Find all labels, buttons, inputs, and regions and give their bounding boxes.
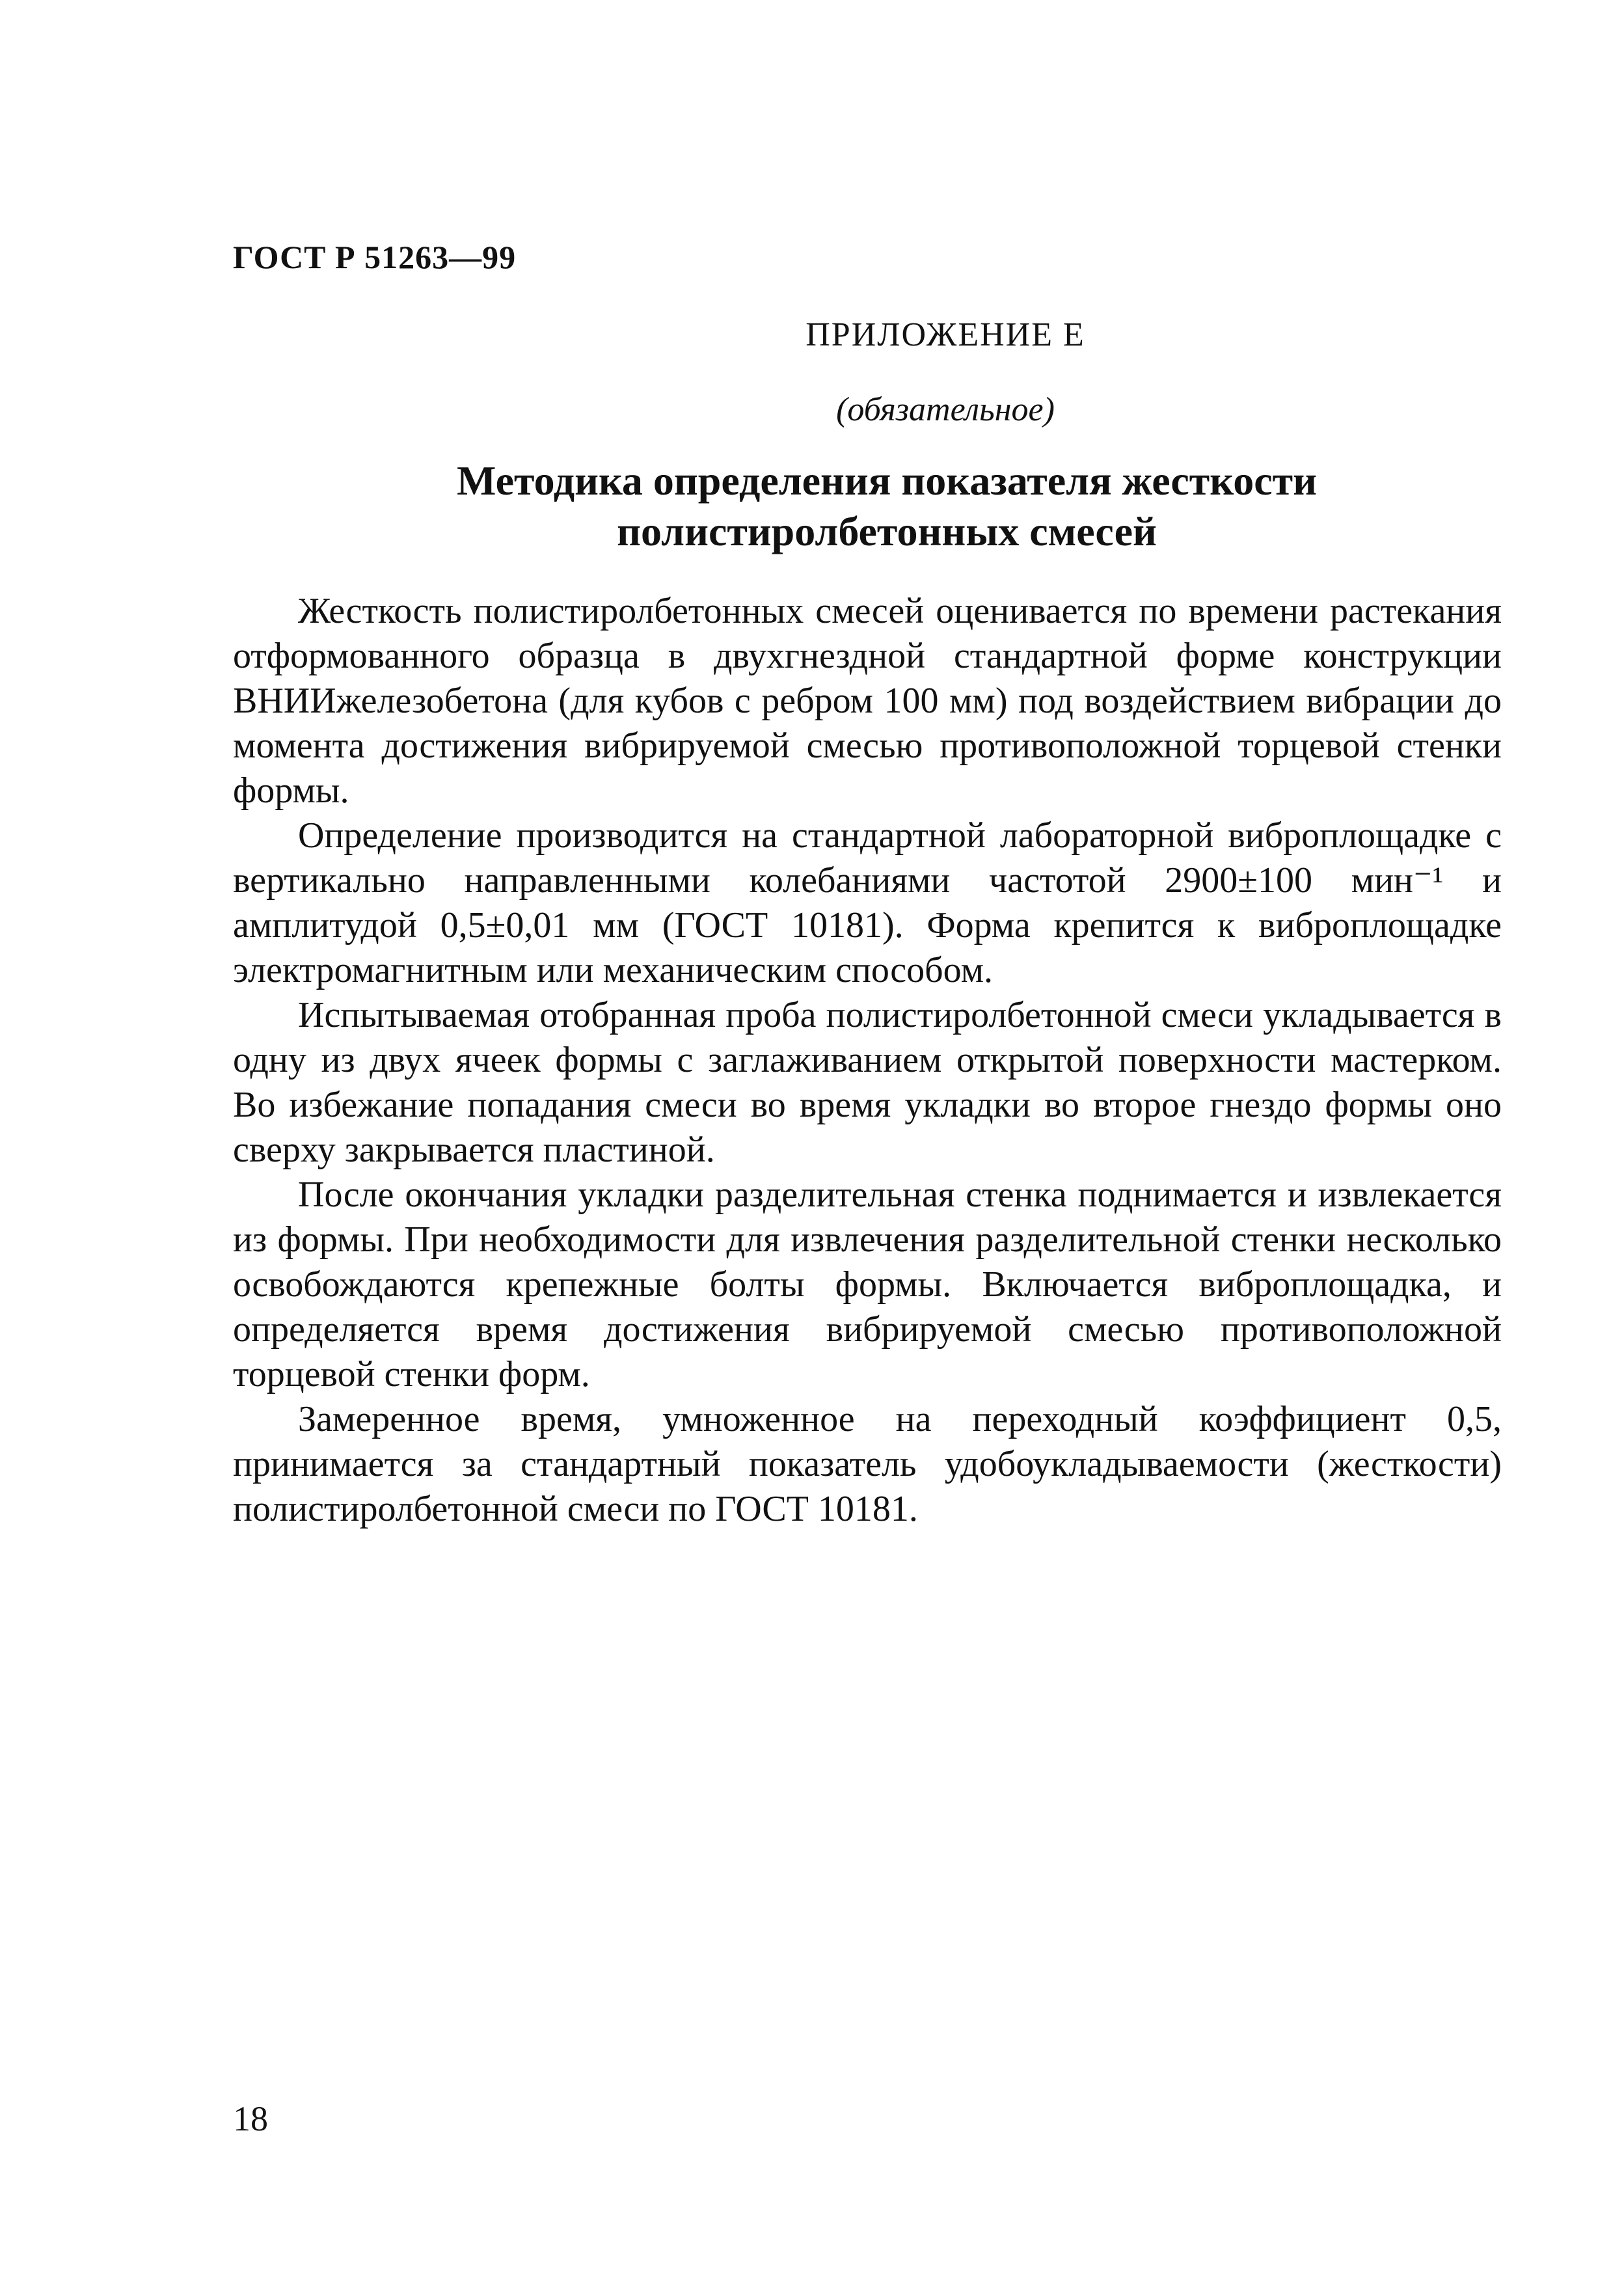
document-title-line-2: полистиролбетонных смесей	[617, 508, 1157, 554]
body-text	[233, 589, 1502, 1532]
document-title	[233, 455, 1502, 557]
page-number: 18	[233, 2099, 268, 2138]
paragraph: Испытываемая отобранная проба полистиролбетонной смеси укладывается в одну из двух ячеек формы с заглаживанием открытой поверхности мастерком. Во избежание попадания смеси во время укладки во второе гнездо формы оно сверху закрывается пластиной.	[233, 995, 1502, 1170]
appendix-status: (обязательное)	[836, 391, 1055, 428]
paragraph: Замеренное время, умноженное на переходный коэффициент 0,5, принимается за стандартный показатель удобоукладываемости (жесткости) полистиролбетонной смеси по ГОСТ 10181.	[233, 1399, 1502, 1529]
paragraph: После окончания укладки разделительная стенка поднимается и извлекается из формы. При необходимости для извлечения разделительной стенки несколько освобождаются крепежные болты формы. Включается виброплощадка, и определяется время достижения вибрируемой смесью противоположной торцевой стенки форм.	[233, 1175, 1502, 1394]
paragraph: Определение производится на стандартной лабораторной виброплощадке с вертикально направленными колебаниями частотой 2900±100 мин⁻¹ и амплитудой 0,5±0,01 мм (ГОСТ 10181). Форма крепится к виброплощадке электромагнитным или механическим способом.	[233, 815, 1502, 990]
paragraph: Жесткость полистиролбетонных смесей оценивается по времени растекания отформованного образца в двухгнездной стандартной форме конструкции ВНИИжелезобетона (для кубов с ребром 100 мм) под воздействием вибрации до момента достижения вибрируемой смесью противоположной торцевой стенки формы.	[233, 591, 1502, 811]
appendix-title: ПРИЛОЖЕНИЕ Е	[805, 316, 1085, 353]
standard-code: ГОСТ Р 51263—99	[233, 239, 517, 275]
document-title-line-1: Методика определения показателя жесткости	[457, 457, 1317, 504]
